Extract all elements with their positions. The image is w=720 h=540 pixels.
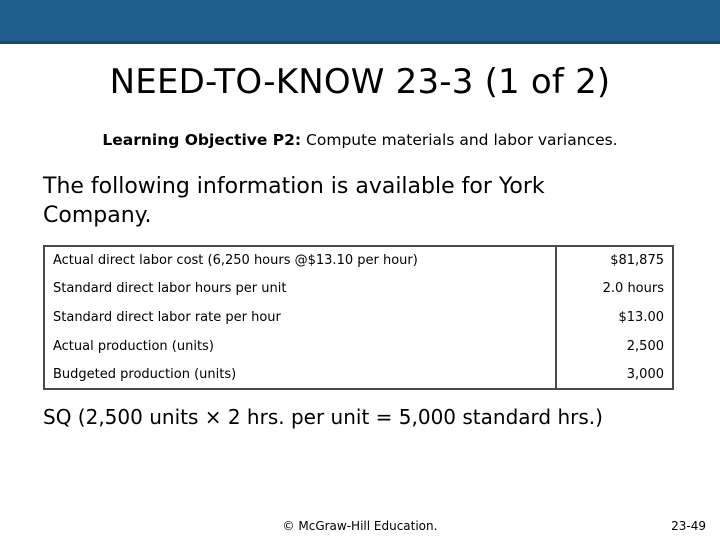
- row-value: $13.00: [568, 303, 673, 332]
- row-value: 3,000: [568, 360, 673, 389]
- sq-note: SQ (2,500 units × 2 hrs. per unit = 5,000 standard hrs.): [43, 405, 603, 429]
- page-number: 23-49: [671, 519, 706, 533]
- table-row: [44, 303, 673, 332]
- slide-title: NEED-TO-KNOW 23-3 (1 of 2): [109, 62, 611, 102]
- info-table: [43, 245, 674, 390]
- row-label: Standard direct labor rate per hour: [44, 303, 556, 332]
- objective-text: Compute materials and labor variances.: [301, 131, 618, 149]
- objective-label: Learning Objective P2:: [102, 131, 302, 149]
- column-gap: [556, 275, 568, 304]
- copyright-text: © McGraw-Hill Education.: [282, 519, 438, 533]
- row-value: $81,875: [568, 246, 673, 275]
- row-label: Standard direct labor hours per unit: [44, 275, 556, 304]
- header-bar: [0, 0, 720, 44]
- table-row: [44, 332, 673, 361]
- column-gap: [556, 332, 568, 361]
- column-gap: [556, 303, 568, 332]
- table-row: [44, 360, 673, 389]
- row-label: Actual production (units): [44, 332, 556, 361]
- row-label: Actual direct labor cost (6,250 hours @$13.10 per hour): [44, 246, 556, 275]
- row-value: 2,500: [568, 332, 673, 361]
- column-gap: [556, 246, 568, 275]
- row-value: 2.0 hours: [568, 275, 673, 304]
- table-row: [44, 275, 673, 304]
- footer: [0, 519, 720, 539]
- column-gap: [556, 360, 568, 389]
- learning-objective: [0, 131, 720, 149]
- intro-text: The following information is available for York Company.: [43, 174, 545, 228]
- row-label: Budgeted production (units): [44, 360, 556, 389]
- table-row: [44, 246, 673, 275]
